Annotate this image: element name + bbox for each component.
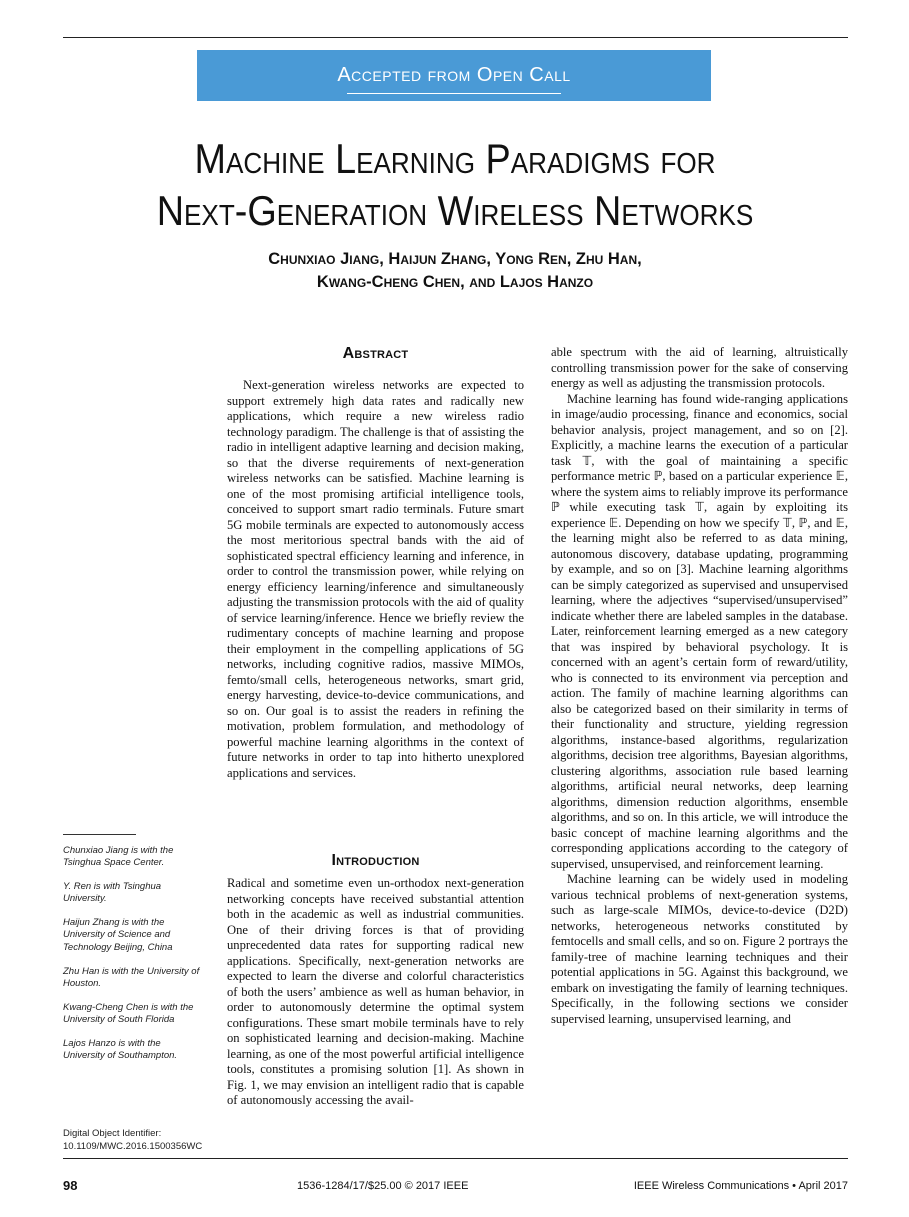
doi-value: 10.1109/MWC.2016.1500356WC (63, 1140, 203, 1152)
introduction-paragraph: Radical and sometime even un-orthodox next-generation networking concepts have received substantial attention both in the academic as well as industrial communities. One of their driving forces is that of providing unprecedented data rates for supporting radical new applications. Specifically, next-generation networks are expected to learn the diverse and colorful characteristics of both the users’ ambience as well as human behavior, in order to autonomously determine the optimal system configurations. These smart mobile terminals have to rely on sophisticated learning and decision-making. Machine learning, as one of the most powerful artificial intelligence tools, constitutes a promising solution [1]. As shown in Fig. 1, we may envision an intelligent radio that is capable of autonomously accessing the avail- (227, 876, 524, 1107)
doi-block (63, 1128, 213, 1153)
right-paragraph-1: able spectrum with the aid of learning, altruistically controlling transmission power for the sake of conserving energy as well as adjusting the transmission protocols. (551, 345, 848, 390)
doi-label: Digital Object Identifier: (63, 1128, 162, 1139)
sidebar-rule (63, 834, 136, 835)
abstract-heading: Abstract (342, 345, 409, 362)
banner-underline (347, 93, 561, 94)
top-rule (63, 37, 848, 38)
banner-text: Accepted from Open Call (337, 64, 571, 86)
introduction-heading: Introduction (331, 852, 420, 869)
right-column (551, 345, 848, 1027)
bottom-rule (63, 1158, 848, 1159)
introduction-body (227, 876, 524, 1109)
journal-name: IEEE Wireless Communications • April 2017 (633, 1180, 848, 1192)
section-banner (197, 50, 711, 101)
issn-line: 1536-1284/17/$25.00 © 2017 IEEE (297, 1180, 469, 1192)
affiliation-item: Lajos Hanzo is with the University of Southampton. (63, 1037, 178, 1062)
right-paragraph-3: Machine learning can be widely used in modeling various technical problems of next-generation systems, such as large-scale MIMOs, device-to-device (D2D) networks, heterogeneous networks constituted by femtocells and small cells, and so on. Figure 2 portrays the family-tree of machine learning techniques and their potential applications in 5G. Against this background, we embark on investigating the family of learning techniques. Specifically, in the following sections we consider supervised learning, unsupervised learning, and (551, 872, 848, 1026)
affiliation-item: Y. Ren is with Tsinghua University. (63, 881, 162, 905)
title-line-1: Machine Learning Paradigms for (194, 135, 716, 182)
abstract-body (227, 378, 524, 781)
affiliation-item: Chunxiao Jiang is with the Tsinghua Space Center. (63, 845, 174, 869)
title-line-2: Next-Generation Wireless Networks (156, 187, 754, 234)
affiliations-sidebar (63, 845, 203, 1074)
article-title (100, 133, 811, 237)
affiliation-item: Kwang-Cheng Chen is with the University of South Florida (63, 1001, 194, 1025)
authors-line-1: Chunxiao Jiang, Haijun Zhang, Yong Ren, Zhu Han, (268, 250, 642, 268)
page-number: 98 (63, 1178, 78, 1193)
abstract-paragraph: Next-generation wireless networks are expected to support extremely high data rates and radically new applications, which require a new wireless radio technology paradigm. The challenge is that of assisting the radio in intelligent adaptive learning and decision making, so that the diverse requirements of next-generation wireless networks can be satisfied. Machine learning is one of the most promising artificial intelligence tools, conceived to support smart radio terminals. Future smart 5G mobile terminals are expected to autonomously access the most meritorious spectral bands with the aid of sophisticated spectral efficiency learning and inference, in order to control the transmission power, while relying on energy efficiency learning/inference and simultaneously adjusting the transmission protocols with the aid of quality of service learning/inference. Hence we briefly review the rudimentary concepts of machine learning and propose their employment in the compelling applications of 5G networks, including cognitive radios, massive MIMOs, femto/small cells, heterogeneous networks, smart grid, energy harvesting, device-to-device communications, and so on. Our goal is to assist the readers in refining the motivation, problem formulation, and methodology of powerful machine learning algorithms in the context of future networks in order to tap into hitherto unexplored applications and services. (227, 378, 524, 780)
authors-line-2: Kwang-Cheng Chen, and Lajos Hanzo (316, 273, 594, 291)
author-list (60, 248, 850, 294)
affiliation-item: Zhu Han is with the University of Houston. (63, 965, 200, 989)
affiliation-item: Haijun Zhang is with the University of Science and Technology Beijing, China (63, 917, 173, 953)
right-paragraph-2: Machine learning has found wide-ranging applications in image/audio processing, finance and economics, social behavior analysis, project management, and so on [2]. Explicitly, a machine learns the execution of a particular task 𝕋, with the goal of maintaining a specific performance metric ℙ, based on a particular experience 𝔼, where the system aims to reliably improve its performance ℙ while executing task 𝕋, again by exploiting its experience 𝔼. Depending on how we specify 𝕋, ℙ, and 𝔼, the learning might also be referred to as data mining, autonomous discovery, database updating, programming by example, and so on [3]. Machine learning algorithms can be simply categorized as supervised and unsupervised learning, where the adjectives “supervised/unsupervised” indicate whether there are labeled samples in the database. Later, reinforcement learning emerged as a new category that was inspired by behavioral psychology. It is concerned with an agent’s certain form of reward/utility, who is connected to its environment via perception and action. The family of machine learning algorithms can also be categorized based on their similarity in terms of their functionality and structure, yielding regression algorithms, instance-based algorithms, regularization algorithms, decision tree algorithms, Bayesian algorithms, clustering algorithms, association rule based learning algorithms, artificial neural networks, deep learning algorithms, dimension reduction algorithms, ensemble algorithms, and so on. In this article, we will introduce the basic concept of machine learning algorithms and the corresponding applications according to the category of supervised, unsupervised, and reinforcement learning. (551, 391, 848, 871)
